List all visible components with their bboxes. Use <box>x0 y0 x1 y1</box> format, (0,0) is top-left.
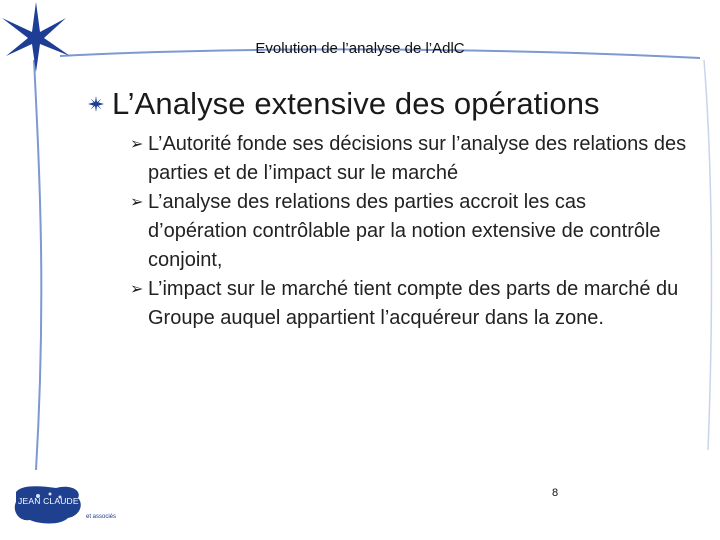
bullet-item <box>130 188 690 275</box>
section-heading <box>88 86 600 122</box>
bullet-item <box>130 275 690 333</box>
logo-name: JEAN CLAUDE COULON <box>18 496 119 506</box>
logo-subtitle: et associés <box>86 514 117 520</box>
bullet-text: L’analyse des relations des parties accroit les cas d’opération contrôlable par la notion extensive de contrôle conjoint, <box>148 191 661 271</box>
bullet-list <box>130 130 690 333</box>
bullet-item <box>130 130 690 188</box>
bullet-text: L’impact sur le marché tient compte des parts de marché du Groupe auquel appartient l’acquéreur dans la zone. <box>148 278 679 329</box>
heading-text: L’Analyse extensive des opérations <box>112 86 600 121</box>
arrow-bullet-icon: ➢ <box>130 194 144 211</box>
bullet-text: L’Autorité fonde ses décisions sur l’analyse des relations des parties et de l’impact sur le marché <box>148 133 687 184</box>
header-title: Evolution de l’analyse de l’AdlC <box>255 40 465 57</box>
right-curve-line <box>704 60 711 450</box>
brand-star-icon <box>2 2 70 72</box>
arrow-bullet-icon: ➢ <box>130 136 144 153</box>
left-curve-line <box>34 60 41 470</box>
page-number: 8 <box>552 487 559 499</box>
arrow-bullet-icon: ➢ <box>130 281 144 298</box>
star-bullet-icon <box>88 96 104 112</box>
